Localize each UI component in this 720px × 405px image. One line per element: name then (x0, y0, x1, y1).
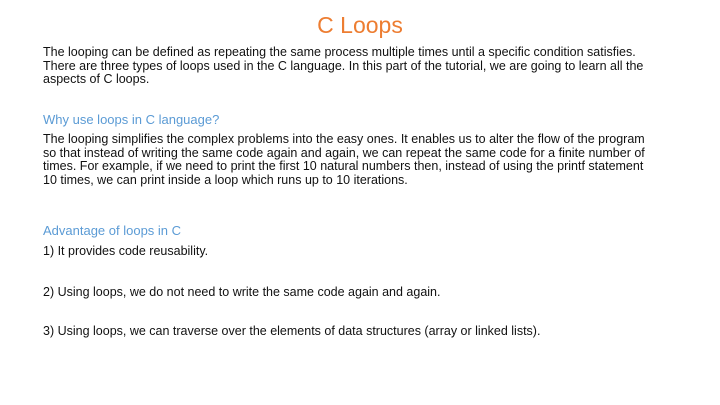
advantages-heading: Advantage of loops in C (43, 223, 182, 238)
why-heading: Why use loops in C language? (43, 112, 220, 127)
slide-title: C Loops (317, 12, 403, 38)
why-paragraph: The looping simplifies the complex problems into the easy ones. It enables us to alter the flow of the program so that instead of writing the same code again and again, we can repeat the same code for a finite number of times. For example, if we need to print the first 10 natural numbers then, instead of using the printf statement 10 times, we can print inside a loop which runs up to 10 iterations. (43, 132, 645, 187)
advantage-item-2: 2) Using loops, we do not need to write the same code again and again. (43, 285, 441, 299)
advantage-item-3: 3) Using loops, we can traverse over the elements of data structures (array or linked lists). (43, 324, 541, 338)
advantage-item-1: 1) It provides code reusability. (43, 244, 209, 258)
intro-paragraph: The looping can be defined as repeating the same process multiple times until a specific condition satisfies. There are three types of loops used in the C language. In this part of the tutorial, we are going to learn all the aspects of C loops. (43, 45, 644, 86)
